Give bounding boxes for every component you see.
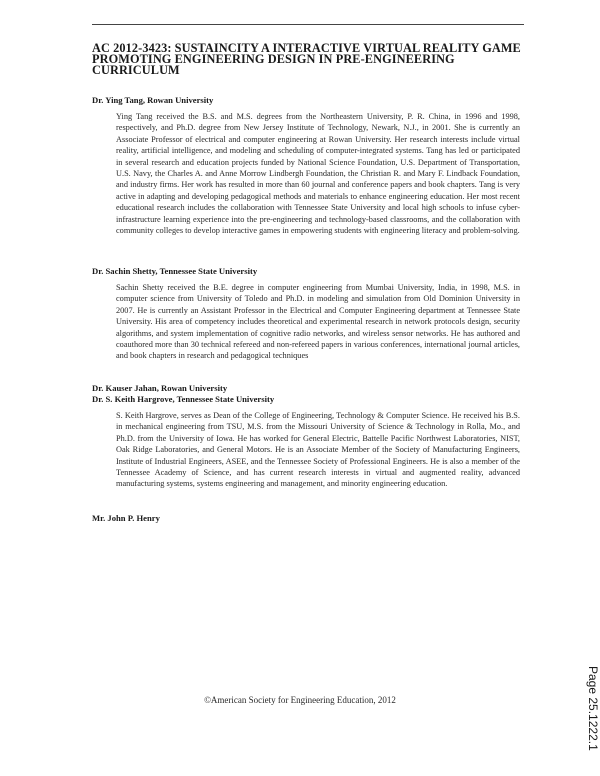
copyright-footer: ©American Society for Engineering Education, 2012 — [204, 695, 396, 705]
author-name-shetty: Dr. Sachin Shetty, Tennessee State University — [92, 266, 258, 276]
paper-title: AC 2012-3423: SUSTAINCITY A INTERACTIVE VIRTUAL REALITY GAME PROMOTING ENGINEERING DESIGN IN PRE-ENGINEERING CURRICULUM — [92, 41, 521, 78]
author-bio-shetty: Sachin Shetty received the B.E. degree in computer engineering from Mumbai University, India, in 1998, M.S. in computer science from University of Toledo and Ph.D. in modeling and simulation from Old Dominion University in 2007. He is currently an Assistant Professor in the Electrical and Computer Engineering department at Tennessee State University. His area of competency includes theoretical and experimental research in network protocols design, security algorithms, and system implementation of cognitive radio networks, and wireless sensor networks. He has authored and coauthored more than 30 technical refereed and non-refereed papers in various conferences, international journal articles, and book chapters in research and pedagogical techniques — [116, 283, 520, 361]
author-name-hargrove: Dr. S. Keith Hargrove, Tennessee State University — [92, 394, 275, 404]
author-bio-hargrove: S. Keith Hargrove, serves as Dean of the College of Engineering, Technology & Computer Science. He received his B.S. in mechanical engineering from TSU, M.S. from the Missouri University of Science & Technology in Rolla, Mo., and Ph.D. from the University of Iowa. He has worked for General Electric, Battelle Pacific Northwest Laboratories, NIST, Oak Ridge Laboratories, and General Motors. He is an Associate Member of the Society of Manufacturing Engineers, Institute of Industrial Engineers, ASEE, and the Tennessee Society of Professional Engineers. He is also a member of the Tennessee Academy of Science, and has current research interests in virtual and augmented reality, advanced manufacturing systems, systems engineering and management, and minority engineering education. — [116, 411, 520, 489]
author-name-henry: Mr. John P. Henry — [92, 513, 160, 523]
header-rule — [92, 24, 524, 25]
author-bio-tang: Ying Tang received the B.S. and M.S. degrees from the Northeastern University, P. R. China, in 1996 and 1998, respectively, and Ph.D. degree from New Jersey Institute of Technology, Newark, N.J., in 2001. She is currently an Associate Professor of electrical and computer engineering at Rowan University. Her research interests include virtual reality, artificial intelligence, and modeling and scheduling of computer-integrated systems. Tang has led or participated in several research and education projects funded by National Science Foundation, U.S. Department of Transportation, U.S. Navy, the Charles A. and Anne Morrow Lindbergh Foundation, the Christian R. and Mary F. Lindback Foundation, and industry firms. Her work has resulted in more than 60 journal and conference papers and book chapters. Tang is very active in adapting and developing pedagogical methods and materials to enhance engineering education. Her most recent educational research includes the collaboration with Tennessee State University and local high schools to infuse cyber-infrastructure learning experience into the pre-engineering and technology-based classrooms, and the collaboration with community colleges to develop interactive games in empowering students with engineering literacy and problem-solving. — [116, 112, 520, 236]
author-name-tang: Dr. Ying Tang, Rowan University — [92, 95, 214, 105]
author-name-jahan: Dr. Kauser Jahan, Rowan University — [92, 383, 228, 393]
page-identifier: Page 25.1222.1 — [586, 666, 600, 751]
